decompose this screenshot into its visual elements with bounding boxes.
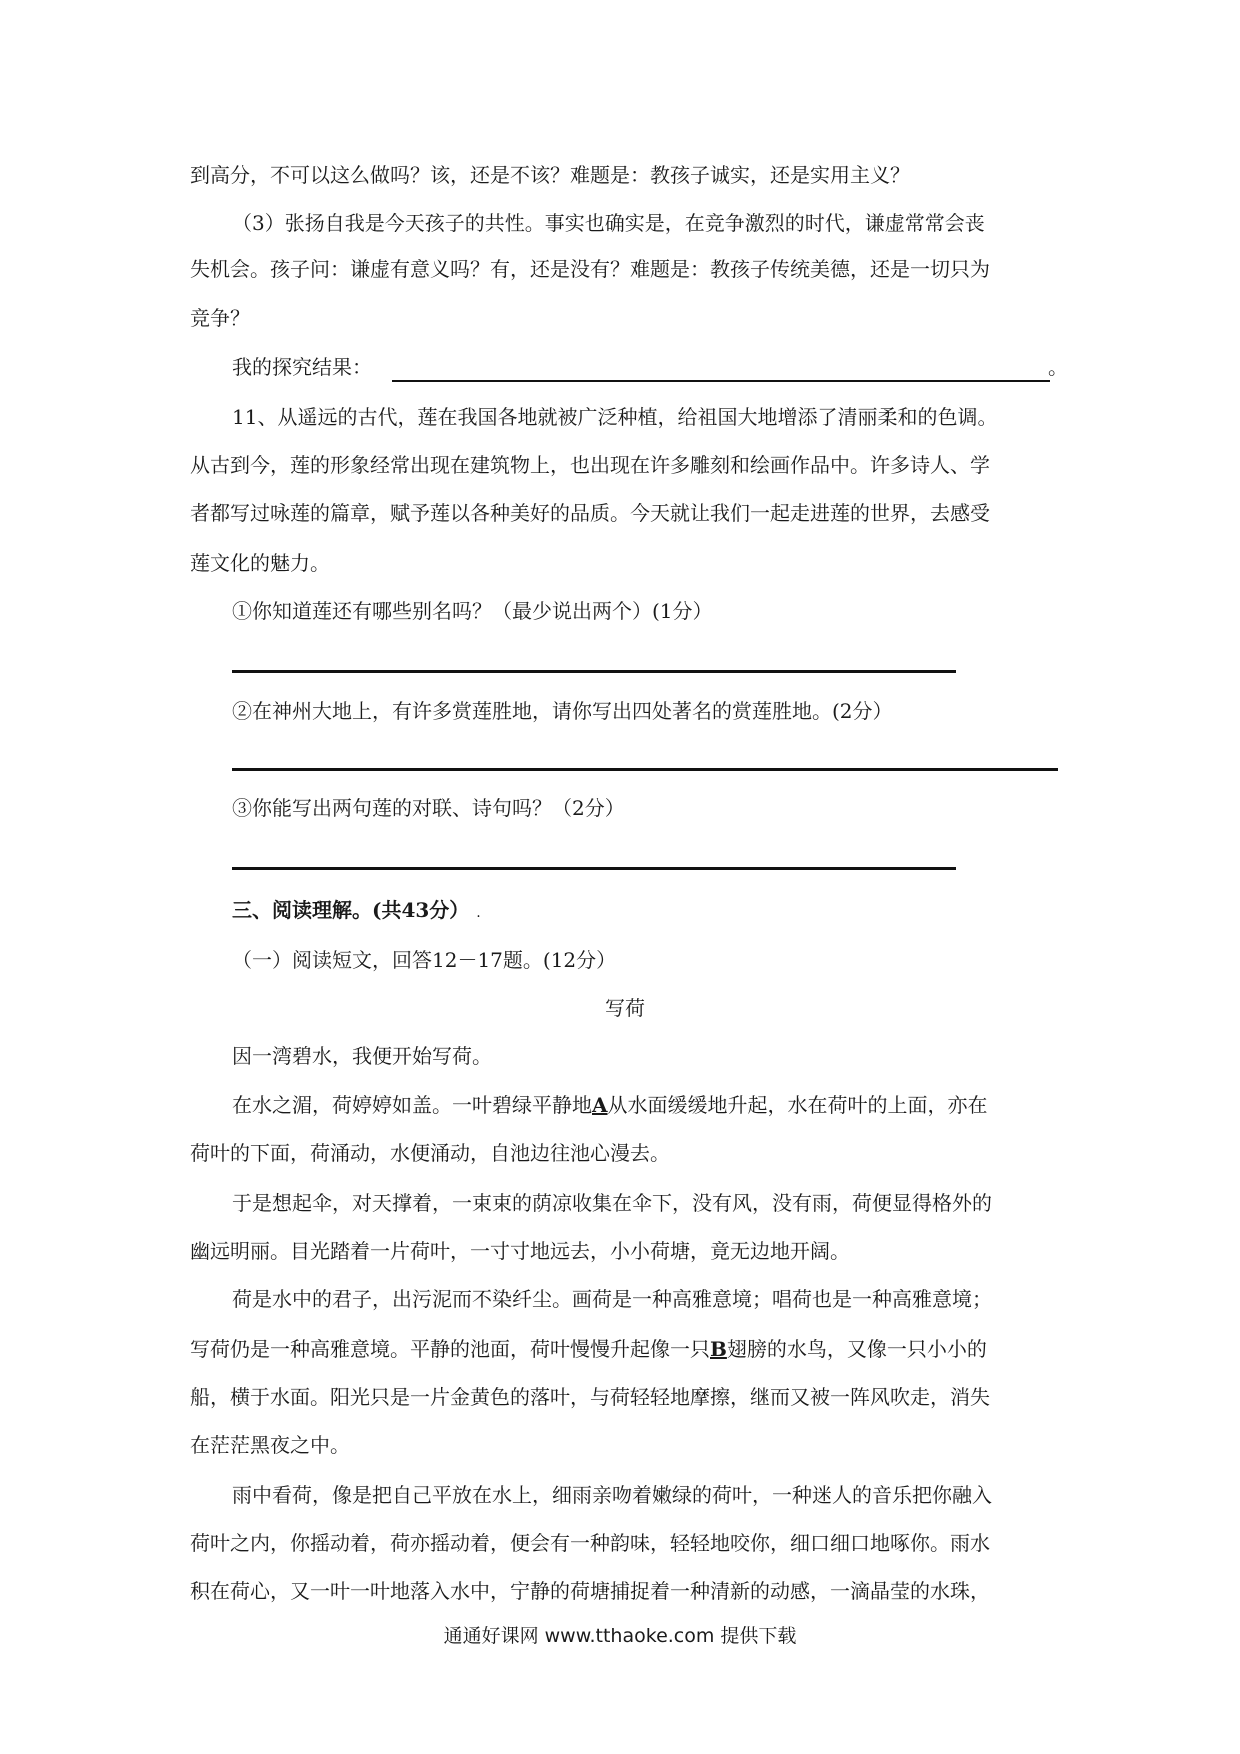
passage-line: 雨中看荷，像是把自己平放在水上，细雨亲吻着嫩绿的荷叶，一种迷人的音乐把你融入 <box>232 1483 992 1507</box>
passage-text: 从水面缓缓地升起，水在荷叶的上面，亦在 <box>607 1093 988 1117</box>
blank-marker-a: A <box>592 1093 608 1117</box>
passage-line: 因一湾碧水，我便开始写荷。 <box>232 1044 492 1068</box>
text-line: 莲文化的魅力。 <box>190 551 330 575</box>
text-line: 从古到今，莲的形象经常出现在建筑物上，也出现在许多雕刻和绘画作品中。许多诗人、学 <box>190 453 990 477</box>
passage-text: 翅膀的水鸟，又像一只小小的 <box>726 1337 987 1361</box>
passage-line <box>190 1334 1060 1364</box>
passage-line <box>232 1090 1060 1120</box>
sub-question-1: ①你知道莲还有哪些别名吗？（最少说出两个）(1分） <box>232 599 713 623</box>
passage-line: 荷叶之内，你摇动着，荷亦摇动着，便会有一种韵味，轻轻地咬你，细口细口地啄你。雨水 <box>190 1531 990 1555</box>
answer-label: 我的探究结果： <box>232 355 372 379</box>
passage-line: 于是想起伞，对天撑着，一束束的荫凉收集在伞下，没有风，没有雨，荷便显得格外的 <box>232 1191 992 1215</box>
part-heading: （一）阅读短文，回答12－17题。(12分） <box>232 948 617 972</box>
answer-blank-line <box>232 768 1058 771</box>
passage-text: 写荷仍是一种高雅意境。平静的池面，荷叶慢慢升起像一只 <box>190 1337 710 1361</box>
question-11-text: 11、从遥远的古代，莲在我国各地就被广泛种植，给祖国大地增添了清丽柔和的色调。 <box>232 405 998 429</box>
passage-line: 荷叶的下面，荷涌动，水便涌动，自池边往池心漫去。 <box>190 1141 670 1165</box>
stray-mark: . <box>476 905 481 921</box>
answer-blank-line <box>232 670 956 673</box>
passage-line: 积在荷心，又一叶一叶地落入水中，宁静的荷塘捕捉着一种清新的动感，一滴晶莹的水珠， <box>190 1579 990 1603</box>
text-line: 失机会。孩子问：谦虚有意义吗？有，还是没有？难题是：教孩子传统美德，还是一切只为 <box>190 257 990 281</box>
answer-end-mark: 。 <box>1048 355 1068 379</box>
page-footer: 通通好课网 www.tthaoke.com 提供下载 <box>443 1625 797 1647</box>
text-line: （3）张扬自我是今天孩子的共性。事实也确实是，在竞争激烈的时代，谦虚常常会丧 <box>232 211 985 235</box>
passage-title: 写荷 <box>605 996 645 1020</box>
blank-marker-b: B <box>710 1337 727 1361</box>
text-line: 到高分，不可以这么做吗？该，还是不该？难题是：教孩子诚实，还是实用主义？ <box>190 163 910 187</box>
passage-text: 在水之湄，荷婷婷如盖。一叶碧绿平静地 <box>232 1093 592 1117</box>
sub-question-2: ②在神州大地上，有许多赏莲胜地，请你写出四处著名的赏莲胜地。(2分） <box>232 699 893 723</box>
passage-line: 幽远明丽。目光踏着一片荷叶，一寸寸地远去，小小荷塘，竟无边地开阔。 <box>190 1239 850 1263</box>
passage-line: 船，横于水面。阳光只是一片金黄色的落叶，与荷轻轻地摩擦，继而又被一阵风吹走，消失 <box>190 1385 990 1409</box>
text-line: 者都写过咏莲的篇章，赋予莲以各种美好的品质。今天就让我们一起走进莲的世界，去感受 <box>190 501 990 525</box>
sub-question-3: ③你能写出两句莲的对联、诗句吗？（2分） <box>232 796 625 820</box>
answer-blank-line <box>232 867 956 870</box>
answer-blank-line <box>392 380 1050 382</box>
passage-line: 在茫茫黑夜之中。 <box>190 1433 350 1457</box>
answer-line-row <box>232 352 1060 382</box>
text-line: 竞争？ <box>190 306 250 330</box>
section-heading-text: 三、阅读理解。(共43分） <box>232 898 470 922</box>
section-heading <box>232 895 1060 928</box>
passage-line: 荷是水中的君子，出污泥而不染纤尘。画荷是一种高雅意境；唱荷也是一种高雅意境； <box>232 1287 992 1311</box>
